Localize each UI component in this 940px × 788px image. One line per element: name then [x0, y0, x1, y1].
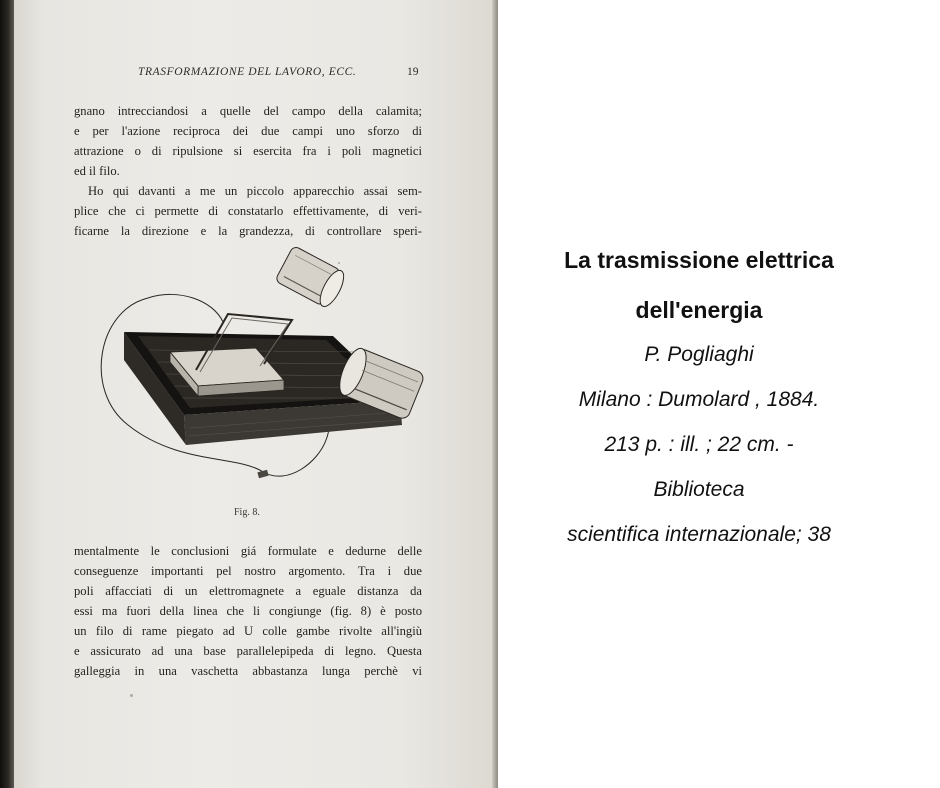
- text-line: gnano intrecciandosi a quelle del campo della calamita;: [74, 104, 422, 118]
- page-number: 19: [407, 66, 419, 78]
- text-line: essi ma fuori della linea che li congiunge (fig. 8) è posto: [74, 604, 422, 618]
- book-title: [498, 235, 900, 335]
- paper-speck: [338, 262, 340, 264]
- book-series: scientifica internazionale; 38: [567, 523, 831, 546]
- text-line: plice che ci permette di constatarlo effettivamente, di veri-: [74, 204, 422, 218]
- book-details: [498, 332, 900, 557]
- text-line: galleggia in una vaschetta abbastanza lunga perchè vi: [74, 664, 422, 678]
- book-publication: Milano : Dumolard , 1884.: [578, 388, 820, 411]
- text-line: poli affacciati di un elettromagnete a eguale distanza da: [74, 584, 422, 598]
- text-line: ed il filo.: [74, 164, 120, 178]
- figure-caption: Fig. 8.: [234, 507, 260, 518]
- book-author: P. Pogliaghi: [644, 343, 754, 366]
- book-description: 213 p. : ill. ; 22 cm. -: [604, 433, 794, 456]
- book-title-line: dell'energia: [635, 297, 763, 323]
- paragraph-bottom: [74, 541, 422, 681]
- text-line: Ho qui davanti a me un piccolo apparecchio assai sem-: [88, 184, 422, 198]
- paper-speck: [130, 694, 133, 697]
- running-head: TRASFORMAZIONE DEL LAVORO, ECC.: [138, 66, 357, 78]
- catalog-card: [498, 0, 940, 788]
- text-line: e assicurato ad una base parallelepipeda di legno. Questa: [74, 644, 422, 658]
- text-line: e per l'azione reciproca dei due campi uno sforzo di: [74, 124, 422, 138]
- text-line: un filo di rame piegato ad U colle gambe rivolte all'ingiù: [74, 624, 422, 638]
- apparatus-illustration: [88, 240, 438, 500]
- text-line: attrazione o di ripulsione si esercita fra i poli magnetici: [74, 144, 422, 158]
- book-title-line: La trasmissione elettrica: [564, 247, 834, 273]
- paragraph-top: [74, 101, 422, 241]
- text-line: conseguenze importanti pel nostro argomento. Tra i due: [74, 564, 422, 578]
- book-series: Biblioteca: [653, 478, 745, 501]
- text-line: mentalmente le conclusioni giá formulate e dedurne delle: [74, 544, 422, 558]
- text-line: ficarne la direzione e la grandezza, di controllare speri-: [74, 224, 422, 238]
